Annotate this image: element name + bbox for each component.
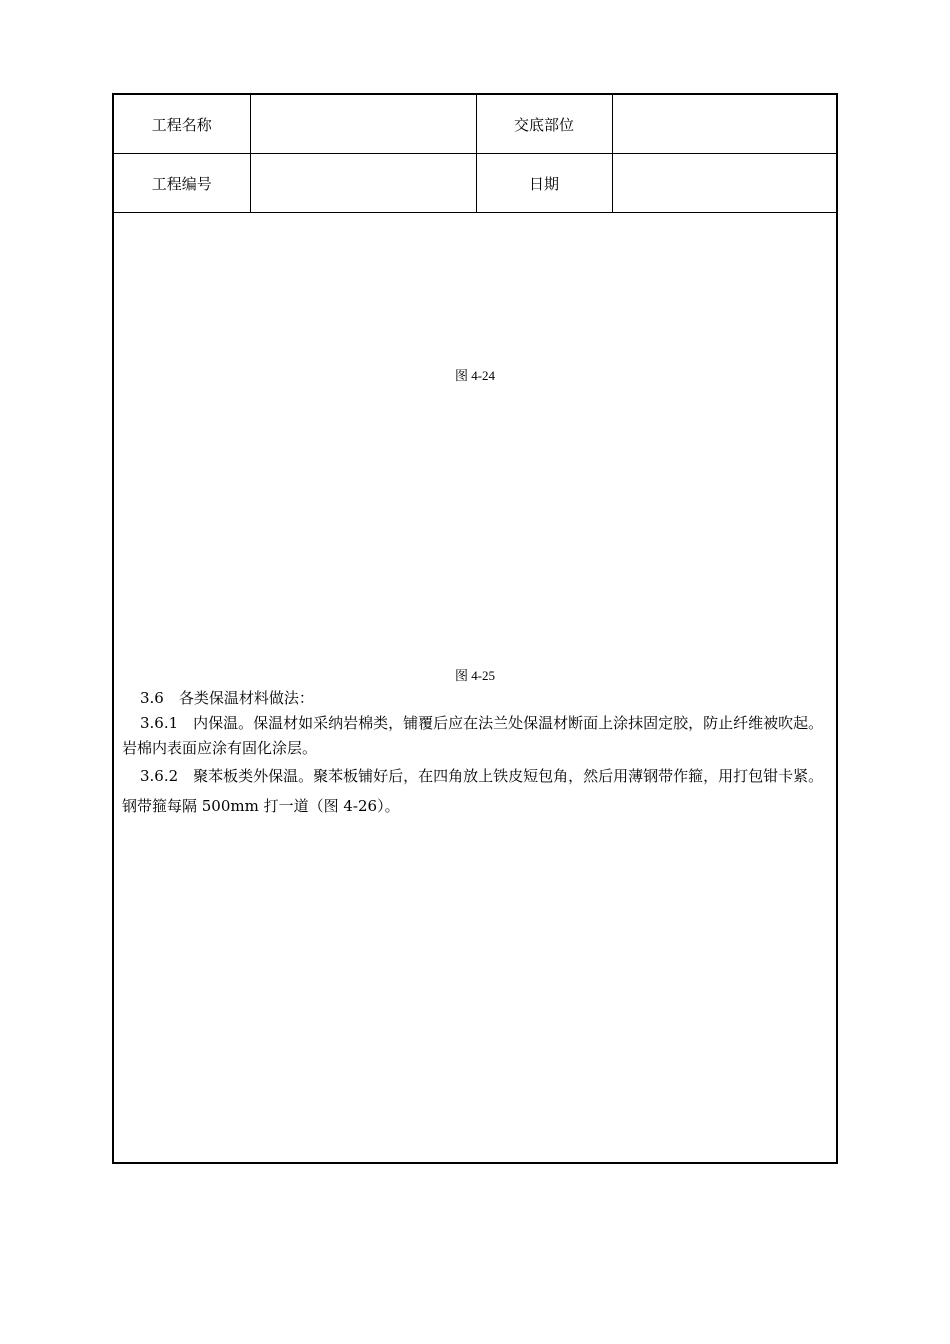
location-value <box>612 95 836 154</box>
location-label: 交底部位 <box>476 95 612 154</box>
project-name-value <box>250 95 476 154</box>
date-label: 日期 <box>476 154 612 213</box>
figure-caption-4-24: 图 4-24 <box>454 368 496 383</box>
project-no-label: 工程编号 <box>114 154 250 213</box>
figure-caption-4-25: 图 4-25 <box>454 668 496 683</box>
header-row-1 <box>114 95 836 154</box>
body-text <box>122 686 832 821</box>
paragraph-3-6-2: 3.6.2 聚苯板类外保温。聚苯板铺好后，在四角放上铁皮短包角，然后用薄钢带作箍，用打包钳卡紧。钢带箍每隔 500mm 打一道（图 4-26）。 <box>122 767 824 815</box>
paragraph-3-6-1: 3.6.1 内保温。保温材如采纳岩棉类，铺覆后应在法兰处保温材断面上涂抹固定胶，防止纤维被吹起。岩棉内表面应涂有固化涂层。 <box>122 714 824 757</box>
form-frame <box>112 93 838 1164</box>
project-no-value <box>250 154 476 213</box>
section-heading: 3.6 各类保温材料做法： <box>140 689 314 707</box>
header-row-2 <box>114 154 836 213</box>
date-value <box>612 154 836 213</box>
project-name-label: 工程名称 <box>114 95 250 154</box>
header-table <box>114 95 836 213</box>
